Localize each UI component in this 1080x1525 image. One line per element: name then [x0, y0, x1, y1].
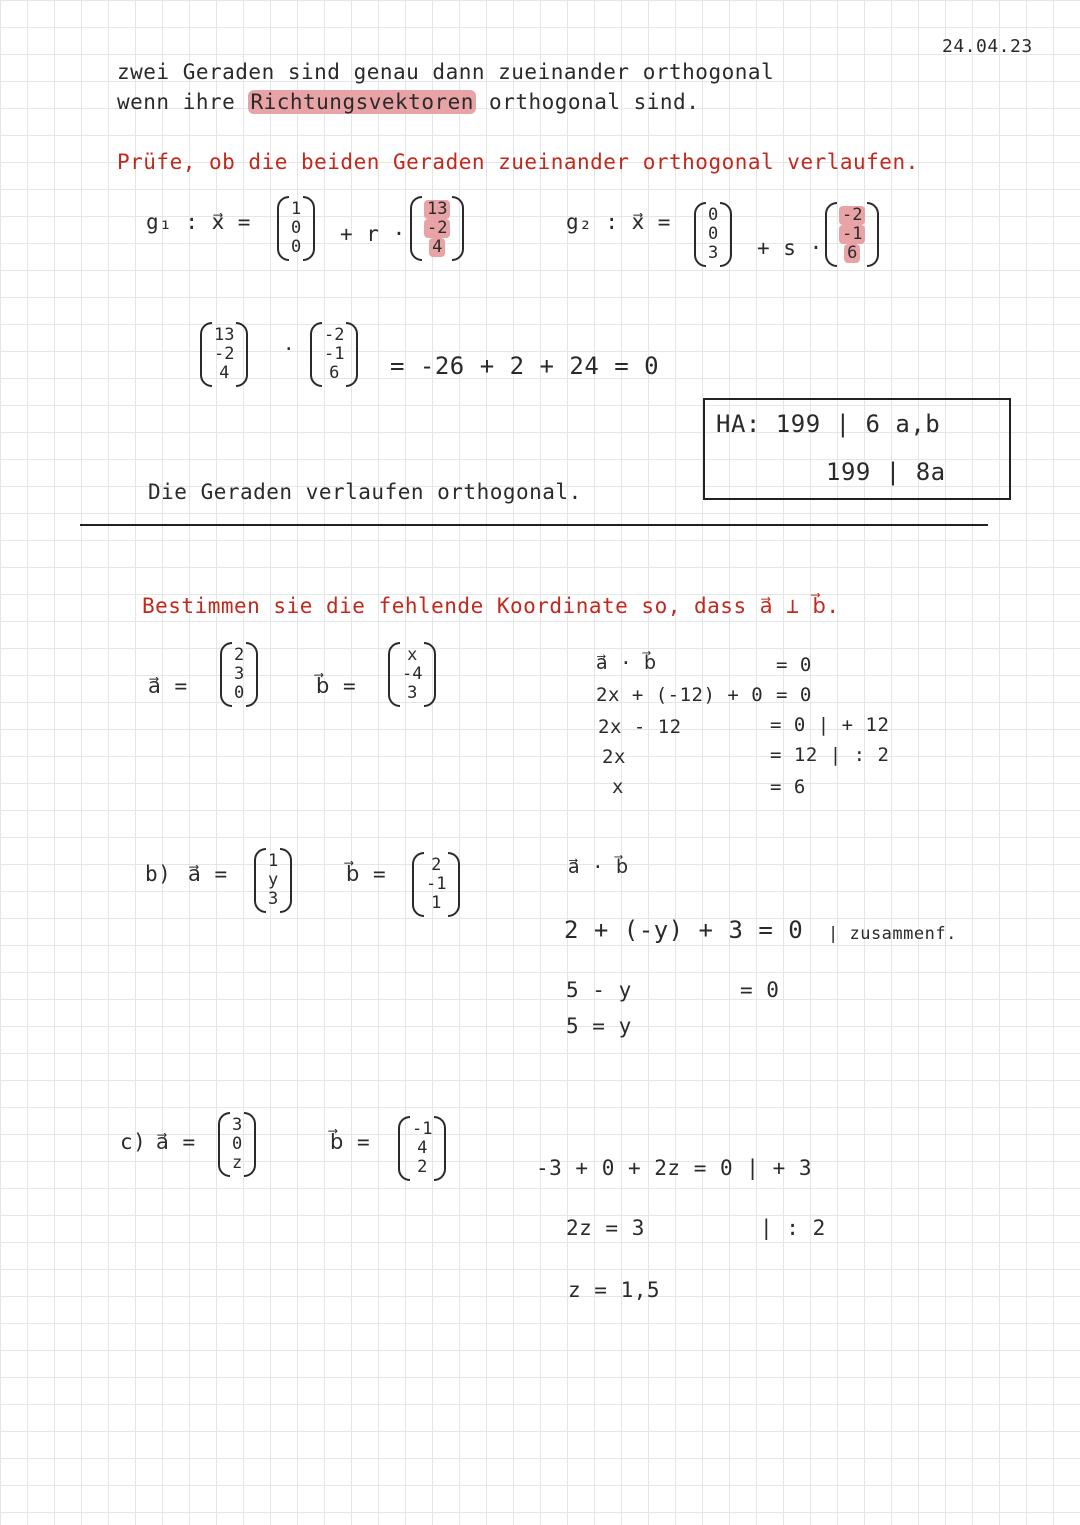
a-step-5-right: = 6 [770, 776, 806, 798]
homework-line-1: HA: 199 | 6 a,b [716, 410, 941, 438]
vec-entry: 4 [417, 1138, 428, 1158]
task1-prompt: Prüfe, ob die beiden Geraden zueinander orthogonal verlaufen. [117, 150, 919, 174]
b-step-2-note: | zusammenf. [828, 924, 957, 944]
vec-entry: 2 [234, 645, 245, 665]
vec-entry: y [268, 870, 279, 890]
vec-entry: -2 [214, 344, 235, 364]
intro-line-1: zwei Geraden sind genau dann zueinander orthogonal [117, 60, 775, 84]
c-b-vec-label: b⃗ = [330, 1130, 371, 1154]
vec-entry: 6 [329, 363, 340, 383]
vec-entry: 0 [708, 205, 719, 225]
b-step-3-left: 5 - y [566, 978, 632, 1002]
intro-line-2-post: orthogonal sind. [489, 90, 700, 114]
vec-entry: -1 [324, 344, 345, 364]
a-vector-part-b [254, 848, 292, 913]
vec-entry: z [232, 1153, 243, 1173]
b-b-vec-label: b⃗ = [346, 862, 387, 886]
vec-entry: 1 [431, 893, 442, 913]
g1-direction-vector [410, 196, 464, 261]
task1-conclusion: Die Geraden verlaufen orthogonal. [148, 480, 582, 504]
c-step-1: -3 + 0 + 2z = 0 | + 3 [536, 1156, 813, 1180]
homework-line-2: 199 | 8a [826, 458, 946, 486]
a-step-5-left: x [612, 776, 624, 798]
part-c-label: c) [120, 1130, 147, 1154]
b-a-vec-label: a⃗ = [188, 862, 228, 886]
a-vector-part-c [218, 1112, 256, 1177]
a-step-2-right: = 0 [776, 684, 812, 706]
vec-entry: 3 [708, 243, 719, 263]
vec-entry: -2 [424, 219, 450, 238]
a-vector-part-a [220, 642, 258, 707]
c-step-2: 2z = 3 [566, 1216, 645, 1240]
b-vec-label: b⃗ = [316, 674, 357, 698]
g1-label: g₁ : x⃗ = [146, 210, 251, 234]
dot-vector-a [200, 322, 248, 387]
b-vector-part-a [388, 642, 436, 707]
b-vector-part-c [398, 1116, 446, 1181]
b-step-2: 2 + (-y) + 3 = 0 [564, 916, 804, 944]
b-step-1: a⃗ · b⃗ [568, 856, 629, 878]
vec-entry: 13 [214, 325, 235, 345]
vec-entry: 1 [291, 199, 302, 219]
g2-direction-vector [825, 202, 879, 267]
vec-entry: -1 [426, 874, 447, 894]
part-b-label: b) [145, 862, 172, 886]
c-step-3: z = 1,5 [568, 1278, 661, 1302]
section-divider [80, 524, 988, 526]
dot-product-result: = -26 + 2 + 24 = 0 [390, 352, 660, 380]
vec-entry: 2 [431, 855, 442, 875]
b-step-4: 5 = y [566, 1014, 632, 1038]
vec-entry: -4 [402, 664, 423, 684]
a-step-4-right: = 12 | : 2 [770, 744, 890, 766]
vec-entry: 13 [424, 200, 450, 219]
vec-entry: 4 [429, 238, 445, 257]
date: 24.04.23 [942, 36, 1033, 57]
vec-entry: -1 [839, 225, 865, 244]
vec-entry: 3 [268, 889, 279, 909]
vec-entry: 1 [268, 851, 279, 871]
a-step-4-left: 2x [602, 746, 626, 768]
task2-prompt: Bestimmen sie die fehlende Koordinate so, dass a⃗ ⊥ b⃗. [142, 594, 840, 618]
g2-label: g₂ : x⃗ = [566, 210, 671, 234]
a-step-2-left: 2x + (-12) + 0 [596, 684, 764, 706]
intro-line-2-pre: wenn ihre [117, 90, 236, 114]
vec-entry: 6 [844, 244, 860, 263]
dot-vector-b [310, 322, 358, 387]
vec-entry: 3 [232, 1115, 243, 1135]
g2-support-vector [694, 202, 732, 267]
c-a-vec-label: a⃗ = [156, 1130, 196, 1154]
vec-entry: -2 [839, 206, 865, 225]
a-step-1-left: a⃗ · b⃗ [596, 652, 657, 674]
vec-entry: x [407, 645, 418, 665]
vec-entry: -1 [412, 1119, 433, 1139]
a-vec-label: a⃗ = [148, 674, 188, 698]
vec-entry: 4 [219, 363, 230, 383]
vec-entry: 0 [291, 218, 302, 238]
intro-line-2 [117, 90, 699, 114]
vec-entry: 2 [417, 1157, 428, 1177]
dot-symbol: · [283, 338, 295, 360]
a-step-3-left: 2x - 12 [598, 716, 682, 738]
a-step-1-right: = 0 [776, 654, 812, 676]
vec-entry: 0 [291, 237, 302, 257]
vec-entry: 0 [232, 1134, 243, 1154]
vec-entry: 0 [708, 224, 719, 244]
b-step-3-right: = 0 [740, 978, 780, 1002]
c-step-2-note: | : 2 [760, 1216, 826, 1240]
g1-param: + r · [340, 222, 406, 246]
intro-highlight: Richtungsvektoren [250, 90, 474, 114]
g2-param: + s · [757, 236, 823, 260]
vec-entry: -2 [324, 325, 345, 345]
vec-entry: 3 [407, 683, 418, 703]
vec-entry: 0 [234, 683, 245, 703]
g1-support-vector [277, 196, 315, 261]
b-vector-part-b [412, 852, 460, 917]
a-step-3-right: = 0 | + 12 [770, 714, 890, 736]
vec-entry: 3 [234, 664, 245, 684]
